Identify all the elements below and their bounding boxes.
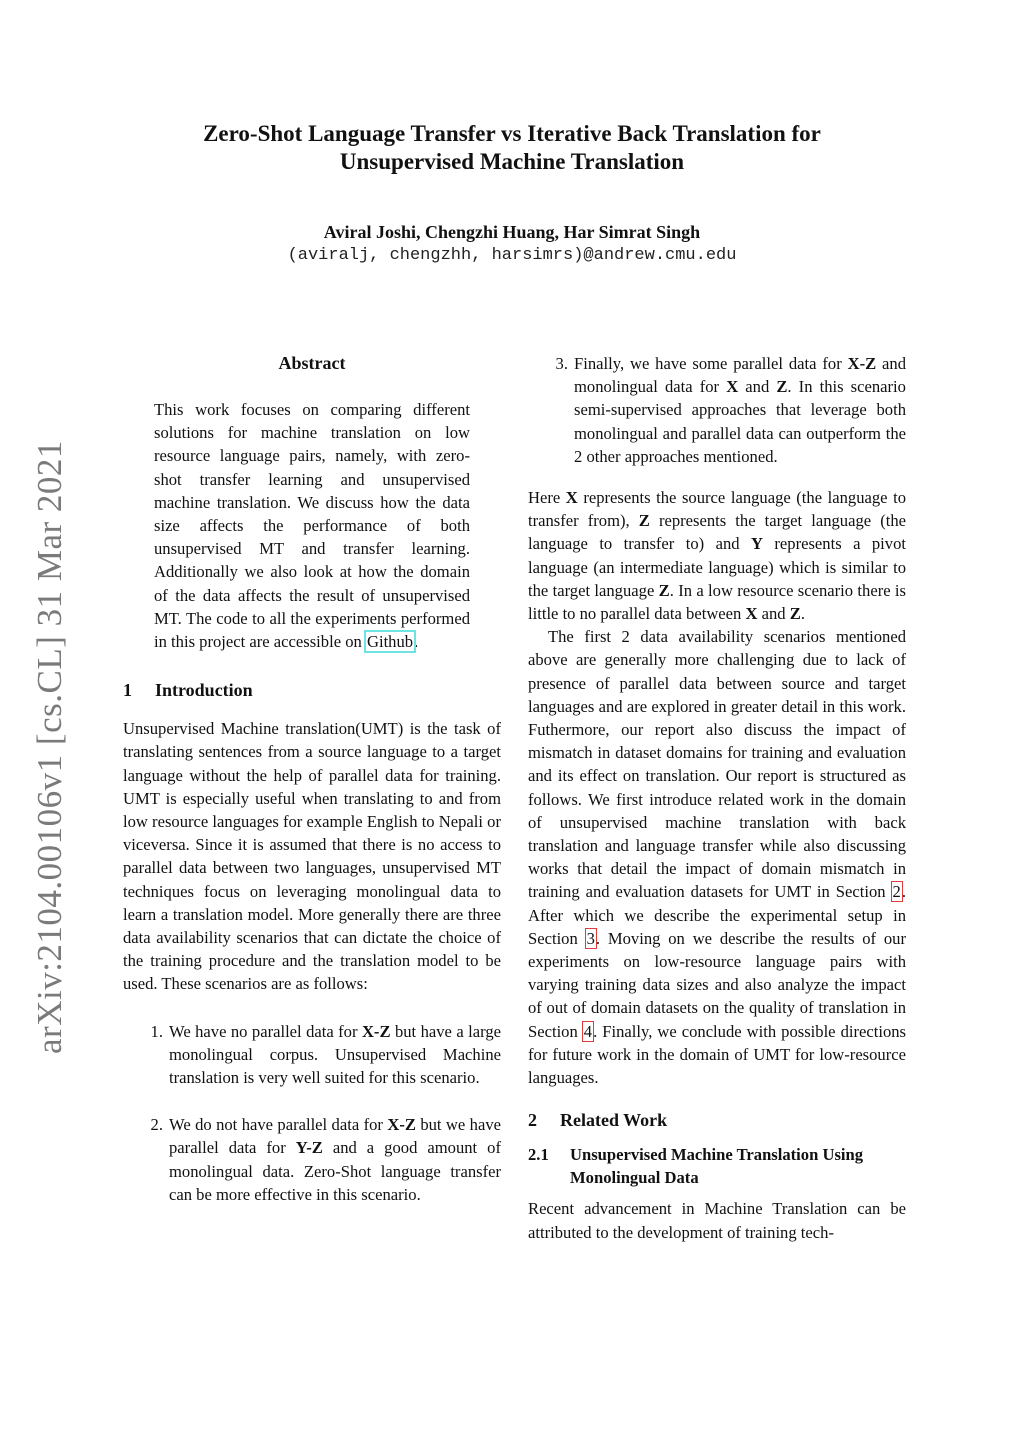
list-item [123, 1020, 501, 1090]
section-title: Introduction [155, 680, 253, 701]
arxiv-identifier: arXiv:2104.00106v1 [cs.CL] 31 Mar 2021 [30, 440, 69, 1054]
list-text: We have no parallel data for X-Z but have a large monolingual corpus. Unsupervised Machine translation is very well suited for this scenario. [169, 1021, 501, 1088]
subsection-title: Unsupervised Machine Translation Using Monolingual Data [570, 1145, 864, 1188]
intro-paragraph-structure: The first 2 data availability scenarios mentioned above are generally more challenging due to lack of presence of parallel data between source and target languages and are explored in greater detail in this work. Futhermore, our report also discuss the impact of mismatch in dataset domains for training and evaluation and its effect on translation. Our report is structured as follows. We first introduce related work in the domain of unsupervised machine translation with back translation and language transfer while also discussing works that detail the impact of domain mismatch in training and evaluation datasets for UMT in Section 2. After which we describe the experimental setup in Section 3. Moving on we describe the results of our experiments on low-resource language pairs with varying training data sizes and also analyze the impact of out of domain datasets on the quality of translation in Section 4. Finally, we conclude with possible directions for future work in the domain of UMT for low-resource languages. [528, 627, 907, 1088]
list-label: 3. [555, 354, 568, 373]
abstract-text [154, 398, 470, 653]
intro-paragraph: Unsupervised Machine translation(UMT) is the task of translating sentences from a source language to a target language without the help of parallel data for training. UMT is especially useful when translating to and from low resource languages for example English to Nepali or viceversa. Since it is assumed that there is no access to parallel data between two languages, unsupervised MT techniques focus on leveraging monolingual data to learn a translation model. More generally there are three data availability scenarios that can dictate the choice of the training procedure and the translation model to be used. These scenarios are as follows: [123, 719, 501, 994]
list-label: 2. [150, 1115, 163, 1135]
abstract-body-text: This work focuses on comparing different solutions for machine translation on low resource language pairs, namely, with zero-shot transfer learning and unsupervised machine translation. We discuss how the data size affects the performance of both unsupervised MT and transfer learning. Additionally we also look at how the domain of the data affects the result of unsupervised MT. The code to all the experiments performed in this project are accessible on [154, 400, 470, 652]
subsection-number: 2.1 [528, 1145, 549, 1165]
related-work-paragraph: Recent advancement in Machine Translation can be attributed to the development of training tech- [528, 1199, 906, 1242]
list-item [123, 1113, 501, 1206]
section-ref-link[interactable]: 4 [583, 1021, 593, 1041]
section-title: Related Work [560, 1110, 668, 1131]
list-text: We do not have parallel data for X-Z but we have parallel data for Y-Z and a good amount of monolingual data. Zero-Shot language transfer can be more effective in this scenario. [169, 1115, 501, 1204]
list-item [528, 352, 906, 468]
section-heading-introduction [123, 679, 501, 701]
author-emails: (aviralj, chengzhh, harsimrs)@andrew.cmu.edu [287, 246, 737, 265]
abstract-end: . [414, 632, 419, 652]
author-list: Aviral Joshi, Chengzhi Huang, Har Simrat Singh [323, 222, 701, 242]
github-link[interactable]: Github [366, 632, 414, 652]
abstract-heading: Abstract [278, 353, 346, 373]
list-text: Finally, we have some parallel data for X-Z and monolingual data for X and Z. In this scenario semi-supervised approaches that leverage both monolingual and parallel data can outperform the 2 other approaches mentioned. [574, 354, 906, 466]
list-label: 1. [150, 1021, 163, 1041]
right-column [528, 352, 906, 1244]
section-number: 2 [528, 1110, 537, 1131]
paper-title: Zero-Shot Language Transfer vs Iterative Back Translation for Unsupervised Machine Translation [203, 121, 821, 174]
subsection-heading [528, 1143, 906, 1189]
section-heading-related-work [528, 1109, 906, 1131]
section-ref-link[interactable]: 2 [892, 882, 901, 902]
left-column [123, 352, 501, 1206]
intro-paragraph-definitions: Here X represents the source language (the language to transfer from), Z represents the target language (the language to transfer to) and Y represents a pivot language (an intermediate language) which is similar to the target language Z. In a low resource scenario there is little to no parallel data between X and Z. [528, 488, 906, 624]
section-number: 1 [123, 680, 132, 701]
section-ref-link[interactable]: 3 [586, 928, 595, 948]
